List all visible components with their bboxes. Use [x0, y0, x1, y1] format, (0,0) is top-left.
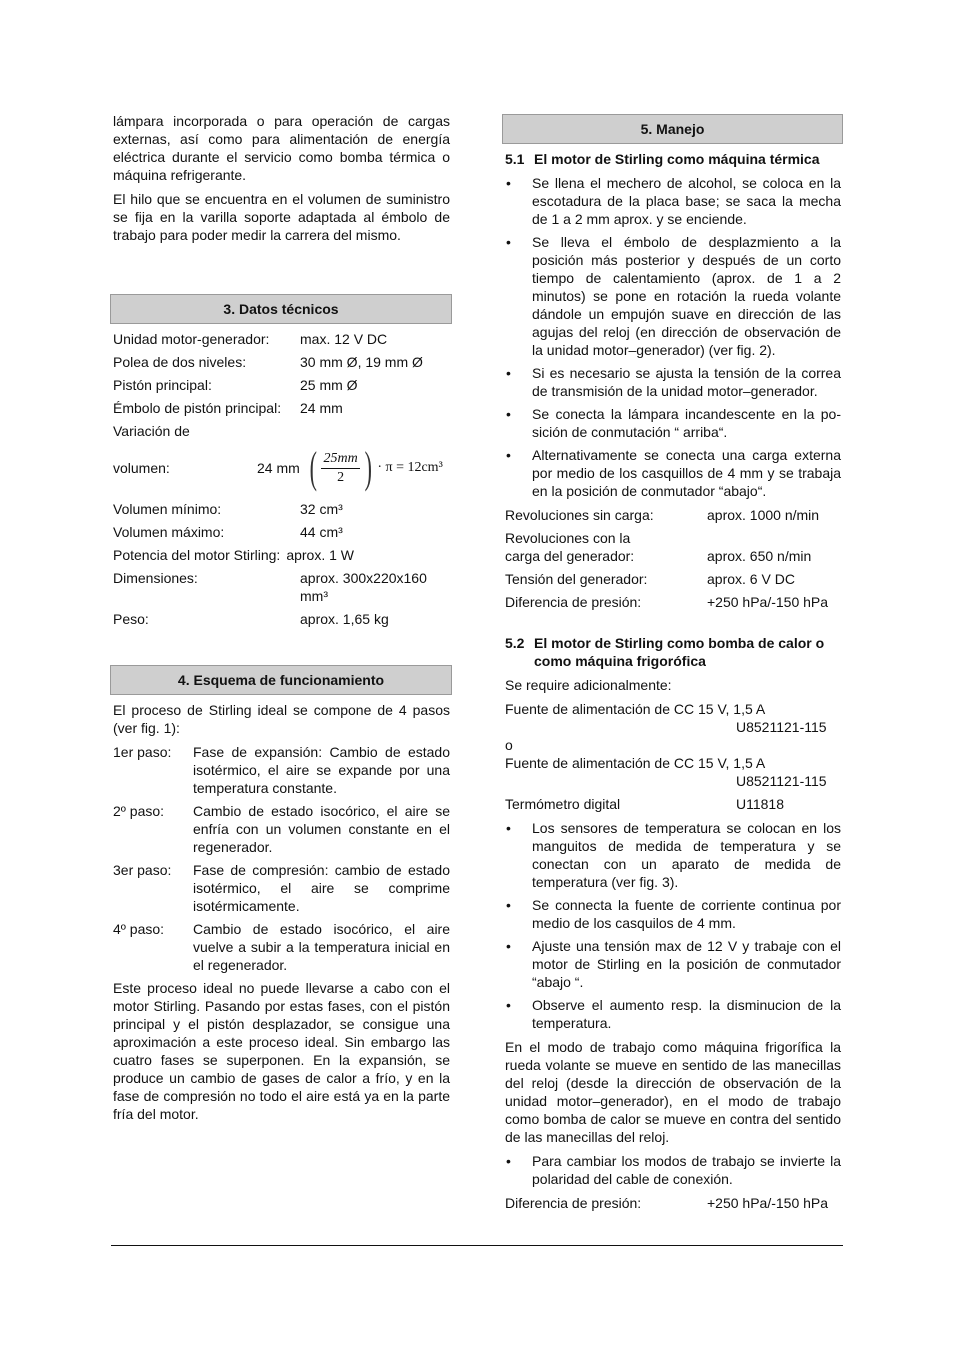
list-item: • Se connecta la fuente de corriente continua por medio de los casquilos de 4 mm. [505, 896, 841, 932]
scheme-closing: Este proceso ideal no puede llevarse a cabo con el motor Stirling. Pasando por estas fases, con el pistón principal y el pistón desplazador, se consigue una aproximación a este proceso ideal. Sin embargo las cuatro fases se superponen. En la expansión, se produce un cambio de gases de calor a frío, y en la fase de compresión no todo el aire está ya en la parte fría del motor. [113, 980, 450, 1122]
spec-row: Revoluciones con la carga del generador: aprox. 650 n/min [505, 530, 812, 564]
tech-row: Polea de dos niveles: 30 mm Ø, 19 mm Ø [113, 354, 423, 370]
intro-paragraph-2: El hilo que se encuentra en el volumen de suministro se fija en la varilla soporte adaptada al émbolo de trabajo para poder medir la carrera del mismo. [113, 191, 450, 243]
thermometer-row: Termómetro digital U11818 [505, 796, 785, 812]
section-header-manejo: 5. Manejo [502, 114, 843, 144]
tech-row: Pistón principal: 25 mm Ø [113, 377, 358, 393]
mode-paragraph: En el modo de trabajo como máquina frigorífica la rueda volante se mueve en sentido de las manecillas del reloj (desde la dirección de observación de la unidad motor–generador), en el modo de trabajo como bomba de calor se mueve en contra del sentido de las manecillas del reloj. [505, 1039, 841, 1145]
scheme-intro: El proceso de Stirling ideal se compone de 4 pasos (ver fig. 1): [113, 702, 450, 736]
scheme-step: 2º paso: Cambio de estado isocórico, el aire se enfría con un volumen constante en el regenerador. [113, 803, 450, 855]
list-item: • Observe el aumento resp. la disminucion de la temperatura. [505, 996, 841, 1032]
list-item: • Alternativamente se conecta una carga externa por medio de los casquillos de 4 mm y se trabaja en la posición de conmutador “abajo“. [505, 446, 841, 500]
scheme-step: 1er paso: Fase de expansión: Cambio de estado isotérmico, el aire se expande por una temperatura constante. [113, 744, 450, 796]
bullet-list-5-2-last [505, 1152, 841, 1188]
list-item: • Se conecta la lámpara incandescente en la po-sición de conmutación “ arriba“. [505, 405, 841, 441]
tech-row-power: Potencia del motor Stirling: aprox. 1 W [113, 547, 355, 563]
spec-row: Tensión del generador: aprox. 6 V DC [505, 571, 795, 587]
subsection-title-5-1: 5.1 El motor de Stirling como máquina térmica [505, 151, 820, 167]
list-item: • Se lleva el émbolo de desplazmiento a la posición más posterior y después de un corto tiempo de calentamiento (aprox. de 1 a 2 minutos) se pone en rotación la rueda volante dándole un empujón suave en dirección de las agujas del reloj (en dirección de observación de la unidad motor–generador) (ver fig. 2). [505, 233, 841, 359]
scheme-step: 4º paso: Cambio de estado isocórico, el aire vuelve a subir a la temperatura inicial en el regenerador. [113, 921, 450, 973]
spec-row: Diferencia de presión: +250 hPa/-150 hPa [505, 594, 829, 610]
required-label: Se require adicionalmente: [505, 677, 672, 693]
volume-formula-row [113, 440, 450, 496]
or-label: o [505, 737, 513, 753]
list-item: • Los sensores de temperatura se colocan en los manguitos de medida de temperatura y se conectan con un aparato de medida de temperatura (ver fig. 3). [505, 819, 841, 891]
spec-row: Revoluciones sin carga: aprox. 1000 n/min [505, 507, 820, 523]
tech-row: Volumen máximo: 44 cm³ [113, 524, 343, 540]
intro-paragraph-1: lámpara incorporada o para operación de cargas externas, así como para alimentación de energía eléctrica durante el servicio como bomba térmica o máquina refrigerante. [113, 113, 450, 183]
list-item: • Se llena el mechero de alcohol, se coloca en la escotadura de la placa base; se saca la mecha de 1 a 2 mm aprox. y se enciende. [505, 174, 841, 228]
right-column [505, 112, 841, 1217]
volume-label: volumen: [113, 460, 170, 476]
footer-rule [111, 1245, 843, 1246]
left-column [113, 112, 450, 1129]
tech-row: Unidad motor-generador: max. 12 V DC [113, 331, 388, 347]
supply-2: Fuente de alimentación de CC 15 V, 1,5 A U8521121-115 [505, 755, 827, 789]
section-header-scheme: 4. Esquema de funcionamiento [110, 665, 452, 695]
tech-row: Peso: aprox. 1,65 kg [113, 611, 389, 627]
volume-formula: 24 mm ( $\frac{25mm}{2}$ ) · π = 12cm³ [257, 443, 443, 492]
bullet-list-5-1 [505, 174, 841, 500]
scheme-step: 3er paso: Fase de compresión: cambio de estado isotérmico, el aire se comprime isotérmicamente. [113, 862, 450, 914]
list-item: • Si es necesario se ajusta la tensión de la correa de transmisión de la unidad motor–generador. [505, 364, 841, 400]
tech-data-table [113, 330, 450, 628]
spec-row: Diferencia de presión: +250 hPa/-150 hPa [505, 1195, 829, 1211]
tech-row: Dimensiones: aprox. 300x220x160 mm³ [113, 570, 427, 604]
section-header-tech-data: 3. Datos técnicos [110, 294, 452, 324]
supply-1: Fuente de alimentación de CC 15 V, 1,5 A U8521121-115 [505, 701, 827, 735]
list-item: • Para cambiar los modos de trabajo se invierte la polaridad del cable de conexión. [505, 1152, 841, 1188]
subsection-title-5-2: 5.2 El motor de Stirling como bomba de calor o como máquina frigorófica [505, 635, 825, 669]
list-item: • Ajuste una tensión max de 12 V y trabaje con el motor de Stirling en la posición de conmutador “abajo “. [505, 937, 841, 991]
tech-row: Volumen mínimo: 32 cm³ [113, 501, 343, 517]
tech-row: Émbolo de pistón principal: 24 mm [113, 400, 343, 416]
bullet-list-5-2 [505, 819, 841, 1032]
variation-label: Variación de [113, 423, 190, 439]
scheme-steps [113, 743, 450, 974]
